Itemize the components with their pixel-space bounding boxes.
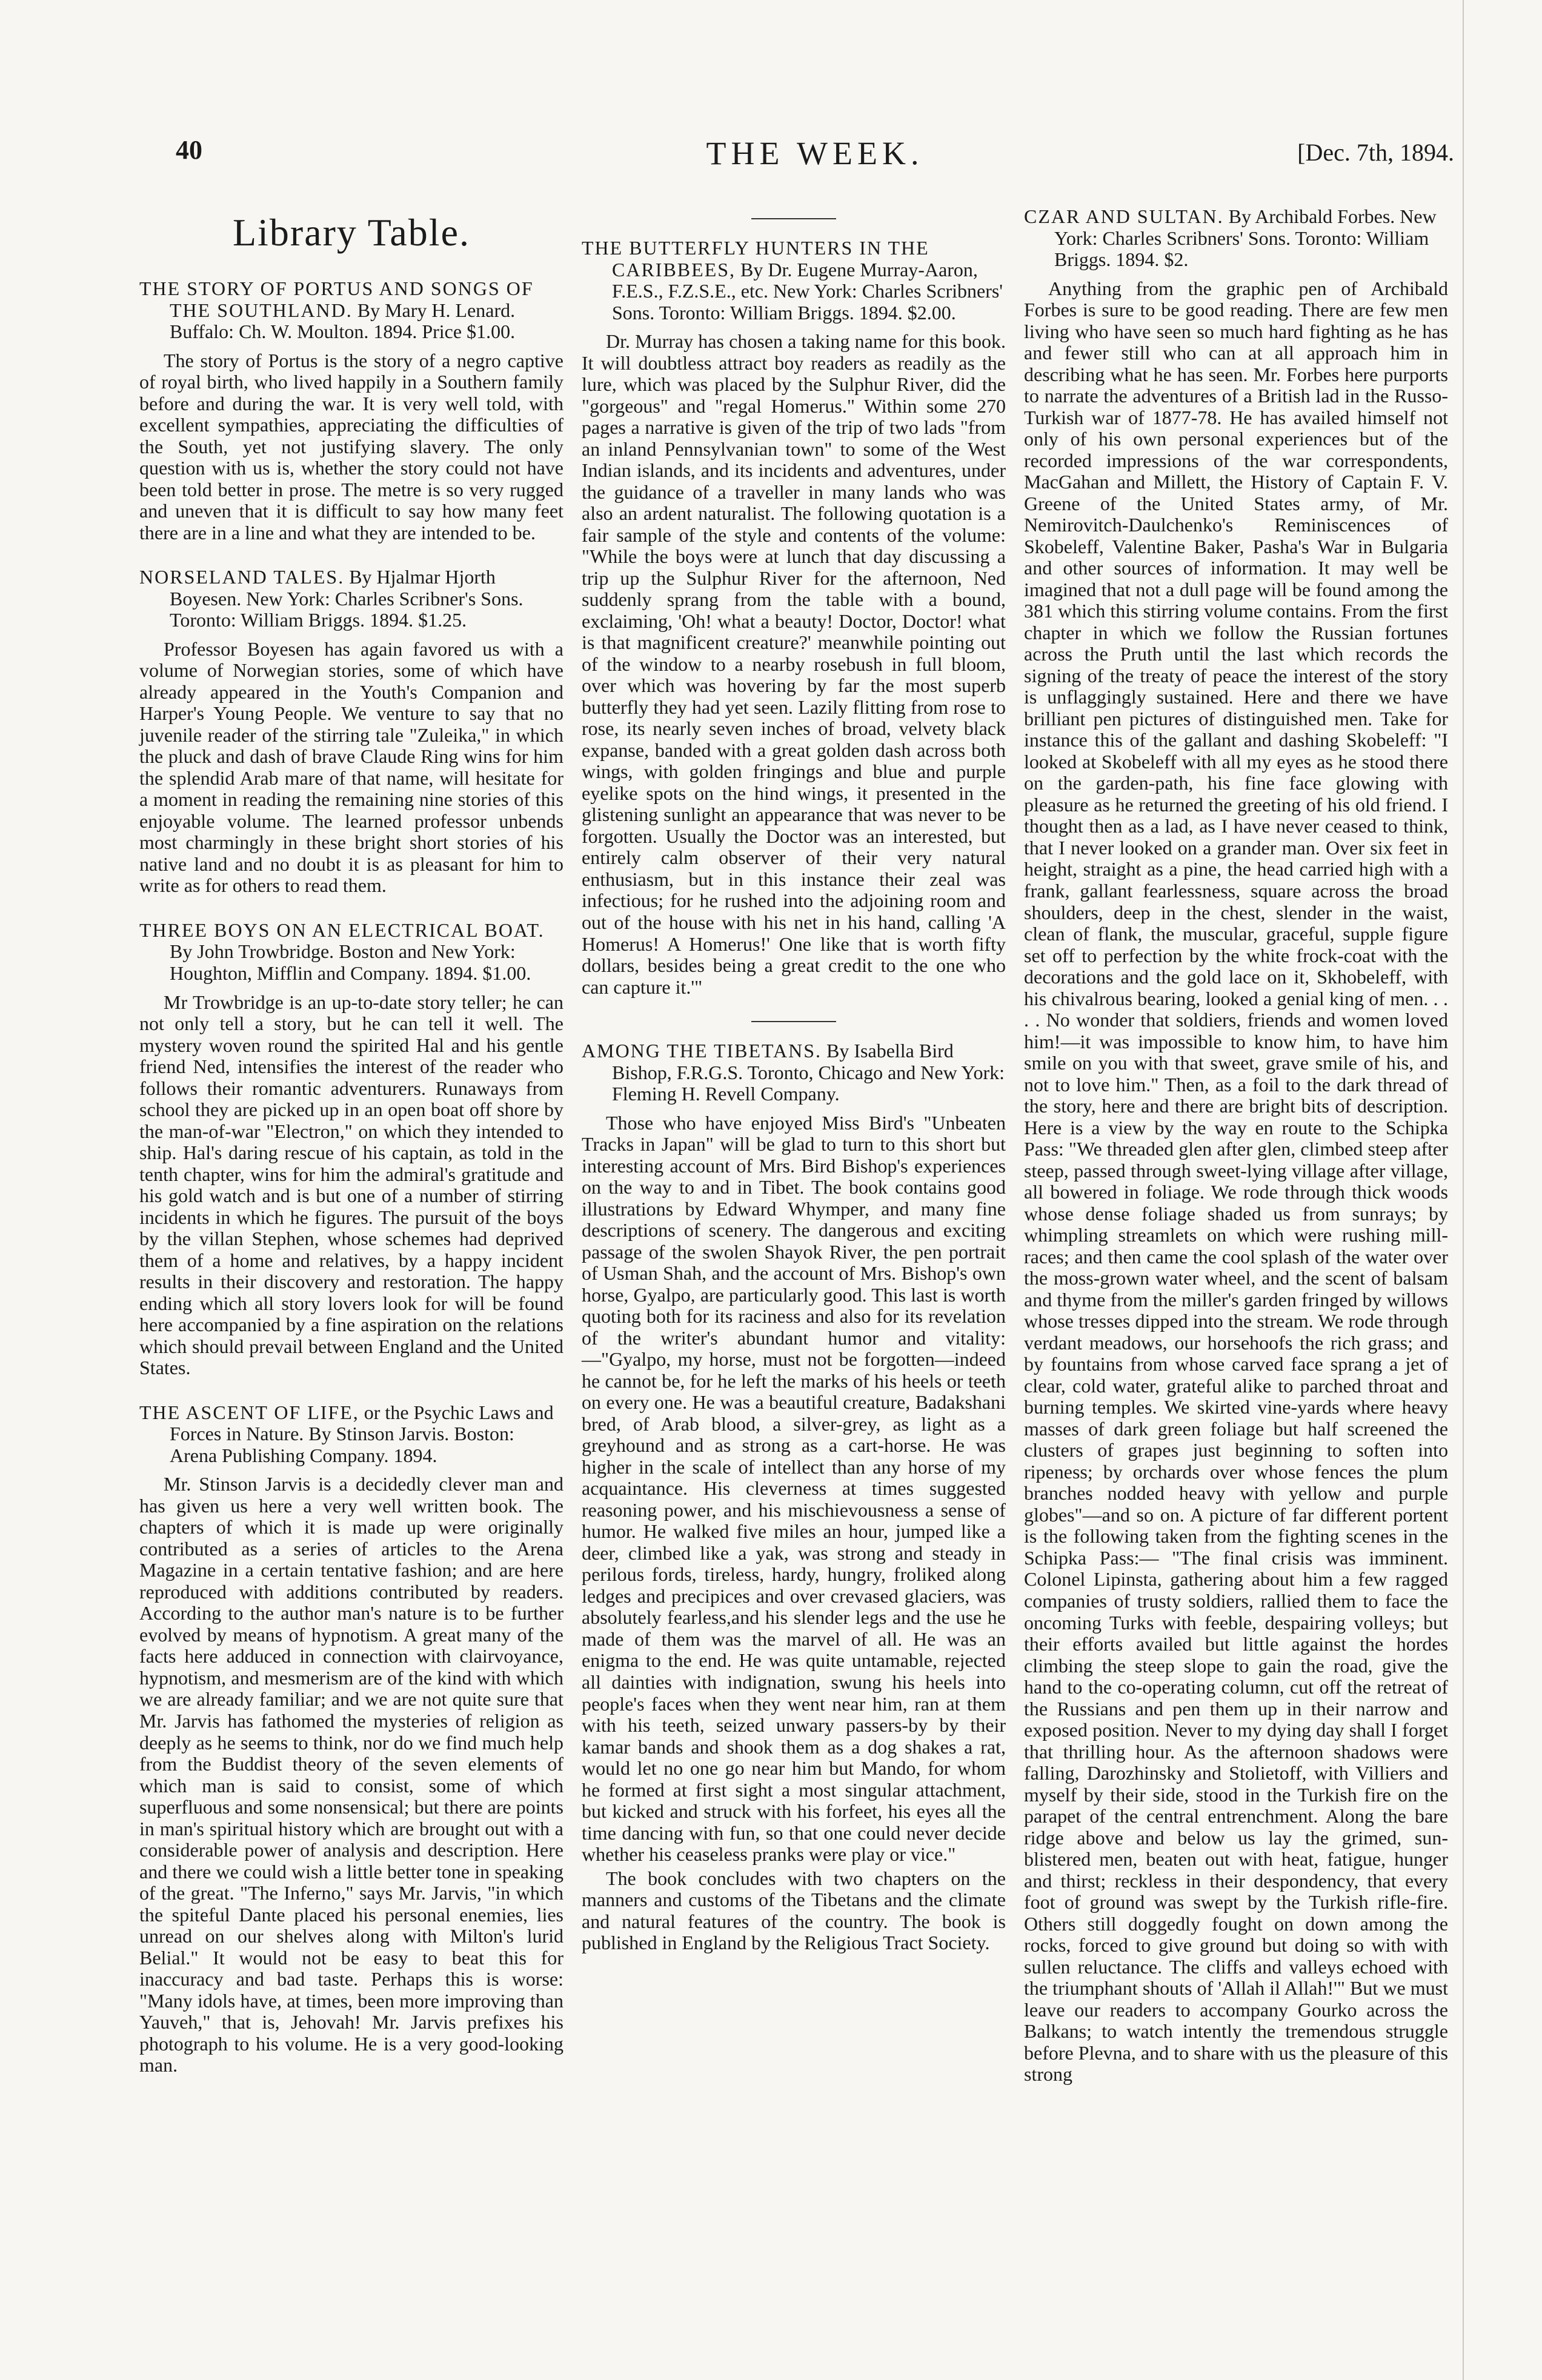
review-paragraph: The book concludes with two chapters on the manners and customs of the Tibetans and the climate and natural features of the country. The book is published in England by the Religious Tract Society.: [582, 1867, 1006, 1954]
book-meta: By Dr. Eugene Murray-Aaron, F.E.S., F.Z.S.E., etc. New York: Charles Scribners' Sons. Toronto: William Briggs. 1894. $2.00.: [612, 258, 1003, 324]
review-paragraph: Mr Trowbridge is an up-to-date story teller; he can not only tell a story, but he can tell it well. The mystery woven round the spirited Hal and his gentle friend Ned, intensifies the interest of the reader who follows their romantic adventurers. Runaways from school they are picked up in an open boat off shore by the man-of-war "Electron," on which they intended to ship. Hal's daring rescue of his captain, as told in the tenth chapter, wins for him the admiral's gratitude and his gold watch and is but one of a number of stirring incidents in which he figures. The pursuit of the boys by the villan Stephen, whose schemes had deprived them of a home and relatives, by a happy incident results in their discovery and restoration. The happy ending which all story lovers look for will be found here accompanied by a fine aspiration on the relations which should prevail between England and the United States.: [139, 991, 563, 1379]
review-paragraph: Those who have enjoyed Miss Bird's "Unbeaten Tracks in Japan" will be glad to turn to this short but interesting account of Mrs. Bird Bishop's experiences on the way to and in Tibet. The book contains good illustrations by Edward Whymper, and many fine descriptions of scenery. The dangerous and exciting passage of the swolen Shayok River, the pen portrait of Usman Shah, and the account of Mrs. Bishop's own horse, Gyalpo, are particularly good. This last is worth quoting both for its raciness and also for its revelation of the writer's abundant humor and vitality:—"Gyalpo, my horse, must not be forgotten—indeed he cannot be, for he left the marks of his heels or teeth on every one. He was a beautiful creature, Badakshani bred, of Arab blood, a silver-grey, as light as a greyhound and as strong as a cart-horse. He was higher in the scale of intellect than any horse of my acquaintance. His cleverness at times suggested reasoning power, and his mischievousness a sense of humor. He walked five miles an hour, jumped like a deer, climbed like a yak, was strong and steady in perilous fords, tireless, hardy, hungry, froliked along ledges and precipices and over crevased glaciers, was absolutely fearless,and his slender legs and the use he made of them was the marvel of all. He was an enigma to the end. He was quite untamable, rejected all dainties with indignation, swung his heels into people's faces when they went near him, ran at them with his teeth, seized unwary passers-by by their kamar bands and shook them as a dog shakes a rat, would let no one go near him but Mando, for whom he formed at first sight a most singular attachment, but kicked and struck with his forfeet, his eyes all the time dancing with fun, so that one could never decide whether his ceaseless pranks were play or vice.": [582, 1111, 1006, 1866]
review-entry: [582, 238, 1006, 998]
book-title: THREE BOYS ON AN ELECTRICAL BOAT.: [139, 919, 545, 941]
masthead: THE WEEK.: [706, 135, 924, 171]
page-header: [176, 135, 1454, 183]
book-title: THE ASCENT OF LIFE,: [139, 1401, 359, 1423]
review-entry: [1024, 206, 1448, 2086]
column-1: [139, 206, 563, 2099]
review-paragraph: Mr. Stinson Jarvis is a decidedly clever man and has given us here a very well written book. The chapters of which it is made up were originally contributed as a series of articles to the Arena Magazine in a certain tentative fashion; and are here reproduced with additions contributed by readers. According to the author man's nature is to be further evolved by means of hypnotism. A great many of the facts here adduced in connection with clairvoyance, hypnotism, and mesmerism are of the kind with which we are already familiar; and we are not quite sure that Mr. Jarvis has fathomed the mysteries of religion as deeply as he seems to think, nor do we find much help from the Buddist theory of the seven elements of which man is said to consist, some of which superfluous and some nonsensical; but there are points in man's spiritual history which are brought out with a considerable power of analysis and description. Here and there we could wish a little better tone in speaking of the great. "The Inferno," says Mr. Jarvis, "in which the spiteful Dante placed his personal enemies, lies unread on our shelves along with Milton's lurid Belial." It would not be easy to beat this for inaccuracy and bad taste. Perhaps this is worse: "Many idols have, at times, been more improving than Yauveh," that is, Jehovah! Mr. Jarvis prefixes his photograph to his volume. He is a very good-looking man.: [139, 1473, 563, 2076]
review-entry: [139, 1402, 563, 2076]
book-meta: By John Trowbridge. Boston and New York: Houghton, Mifflin and Company. 1894. $1.00.: [170, 940, 531, 984]
review-heading: [582, 238, 1006, 324]
issue-date: [Dec. 7th, 1894.: [1297, 139, 1454, 166]
review-entry: [139, 567, 563, 897]
review-heading: [139, 567, 563, 631]
page-number: 40: [176, 135, 202, 165]
review-entry: [139, 920, 563, 1379]
column-3: [1024, 206, 1448, 2109]
book-title: THE BUTTERFLY HUNTERS IN THE CARIBBEES,: [582, 237, 929, 281]
column-2: [582, 206, 1006, 1977]
section-title: Library Table.: [233, 211, 470, 254]
section-divider: [751, 218, 836, 219]
book-title: NORSELAND TALES.: [139, 566, 345, 588]
review-heading: [1024, 206, 1448, 271]
review-heading: [139, 920, 563, 985]
book-meta: By Mary H. Lenard. Buffalo: Ch. W. Moulton. 1894. Price $1.00.: [170, 299, 516, 343]
section-divider: [751, 1021, 836, 1022]
review-heading: [582, 1040, 1006, 1105]
book-title: CZAR AND SULTAN.: [1024, 205, 1224, 227]
review-heading: [139, 1402, 563, 1467]
review-paragraph: The story of Portus is the story of a negro captive of royal birth, who lived happily in a Southern family before and during the war. It is very well told, with excellent sympathies, appreciating the difficulties of the South, yet not justifying slavery. The only question with us is, whether the story could not have been told better in prose. The metre is so very rugged and uneven that it is difficult to say how many feet there are in a line and what they are intended to be.: [139, 349, 563, 543]
book-meta: By Isabella Bird Bishop, F.R.G.S. Toronto, Chicago and New York: Fleming H. Revell Company.: [612, 1040, 1005, 1105]
review-entry: [139, 278, 563, 543]
review-paragraph: Professor Boyesen has again favored us with a volume of Norwegian stories, some of which have already appeared in the Youth's Companion and Harper's Young People. We venture to say that no juvenile reader of the stirring tale "Zuleika," in which the pluck and dash of brave Claude Ring wins for him the splendid Arab mare of that name, will hesitate for a moment in reading the remaining nine stories of this enjoyable volume. The learned professor unbends most charmingly in these bright short stories of his native land and no doubt it is as pleasant for him to write as for others to read them.: [139, 637, 563, 897]
book-meta: or the Psychic Laws and Forces in Nature. By Stinson Jarvis. Boston: Arena Publishing Company. 1894.: [170, 1401, 554, 1466]
review-heading: [139, 278, 563, 343]
review-entry: [582, 1040, 1006, 1954]
book-title: AMONG THE TIBETANS.: [582, 1040, 822, 1062]
review-paragraph: Dr. Murray has chosen a taking name for this book. It will doubtless attract boy readers as readily as the lure, which was placed by the Sulphur River, did the "gorgeous" and "regal Homerus." Within some 270 pages a narrative is given of the trip of two lads "from an inland Pennsylvanian town" to some of the West Indian islands, and its incidents and adventures, under the guidance of a traveller in many lands who was also an ardent naturalist. The following quotation is a fair sample of the style and contents of the volume: "While the boys were at lunch that day discussing a trip up the Sulphur River for the afternoon, Ned suddenly sprang from the table with a bound, exclaiming, 'Oh! what a beauty! Doctor, Doctor! what is that magnificent creature?' meanwhile pointing out of the window to a nearby rosebush in full bloom, over which was hovering by far the most superb butterfly they had yet seen. Lazily flitting from rose to rose, its nearly seven inches of broad, velvety black expanse, banded with a great golden dash across both wings, with golden fringings and blue and purple eyelike spots on the hind wings, it presented in the glistening sunlight an appearance that was never to be forgotten. Usually the Doctor was an interested, but entirely calm observer of their very natural enthusiasm, but in this instance their zeal was infectious; for he rushed into the adjoining room and out of the house with his net in his hand, calling 'A Homerus! A Homerus!' One like that is worth fifty dollars, besides being a great credit to the one who can capture it.'": [582, 330, 1006, 998]
book-meta: By Hjalmar Hjorth Boyesen. New York: Charles Scribner's Sons. Toronto: William Briggs. 1894. $1.25.: [170, 566, 523, 631]
book-title: THE STORY OF PORTUS AND SONGS OF THE SOUTHLAND.: [139, 278, 534, 321]
book-meta: By Archibald Forbes. New York: Charles Scribners' Sons. Toronto: William Briggs. 1894. $2.: [1054, 205, 1437, 271]
right-margin-rule: [1463, 0, 1464, 2380]
review-paragraph: Anything from the graphic pen of Archibald Forbes is sure to be good reading. There are few men living who have seen so much hard fighting as he has and fewer still who can at all approach him in describing what he has seen. Mr. Forbes here purports to narrate the adventures of a British lad in the Russo-Turkish war of 1877-78. He has availed himself not only of his own personal experiences but of the recorded impressions of the war correspondents, MacGahan and Millett, the History of Captain F. V. Greene of the United States army, of Mr. Nemirovitch-Daulchenko's Reminiscences of Skobeleff, Valentine Baker, Pasha's War in Bulgaria and other sources of information. It may well be imagined that not a dull page will be found among the 381 which this stirring volume contains. From the first chapter in which we follow the Russian fortunes across the Pruth until the last which records the signing of the treaty of peace the interest of the story is unflaggingly sustained. Here and there we have brilliant pen pictures of distinguished men. Take for instance this of the gallant and dashing Skobeleff: "I looked at Skobeleff with all my eyes as he stood there on the garden-path, his fine face glowing with pleasure as he returned the greeting of his old friend. I thought then as a lad, as I have never ceased to think, that I never looked on a grander man. Over six feet in height, straight as a pine, the head carried high with a frank, gallant fearlessness, square across the broad shoulders, deep in the chest, slender in the waist, clean of flank, the muscular, graceful, supple figure set off to perfection by the white frock-coat with the decorations and the gold lace on it, Skhobeleff, with his chivalrous bearing, looked a genial king of men. . . . . No wonder that soldiers, friends and women loved him!—it was impossible to know him, to have him smile on you with that sweet, grave smile of his, and not to love him." Then, as a foil to the dark thread of the story, here and there are bright bits of description. Here is a view by the way en route to the Schipka Pass: "We threaded glen after glen, climbed steep after steep, passed through sweet-lying village after village, all bowered in foliage. We rode through thick woods whose dense foliage shaded us from sunrays; by whimpling streamlets on which were rushing mill-races; and then came the cool splash of the water over the moss-grown water wheel, and the scent of balsam and thyme from the miller's garden fringed by willows whose tresses dipped into the stream. We rode through verdant meadows, our horsehoofs the rich grass; and by fountains from whose carved face sprang a jet of clear, cold water, grateful alike to parched throat and burning temples. We skirted vine-yards where heavy masses of dark green foliage but half screened the clusters of grapes just beginning to soften into ripeness; by orchards over whose fences the plum branches nodded heavy with yellow and purple globes"—and so on. A picture of far different portent is the following taken from the fighting scenes in the Schipka Pass:— "The final crisis was imminent. Colonel Lipinsta, gathering about him a few ragged companies of trusty soldiers, rallied them to face the oncoming Turks with feeble, despairing volleys; but their efforts availed but little against the hordes climbing the steep slope to gain the road, give the hand to the co-operating column, cut off the retreat of the Russians and pen them up in their narrow and exposed position. Never to my dying day shall I forget that thrilling hour. As the afternoon shadows were falling, Darozhinsky and Stolietoff, with Villiers and myself by their side, stood in the Turkish fire on the parapet of the central entrenchment. Along the bare ridge above and below us lay the grimed, sun-blistered men, beaten out with heat, fatigue, hunger and thirst; reckless in their despondency, that every foot of ground was swept by the Turkish rifle-fire. Others still doggedly fought on down among the rocks, forced to give ground but doing so with with sullen reluctance. The cliffs and valleys echoed with the triumphant shouts of 'Allah il Allah!'" But we must leave our readers to accompany Gourko across the Balkans; to watch intently the tremendous struggle before Plevna, and to share with us the pleasure of this strong: [1024, 277, 1448, 2086]
